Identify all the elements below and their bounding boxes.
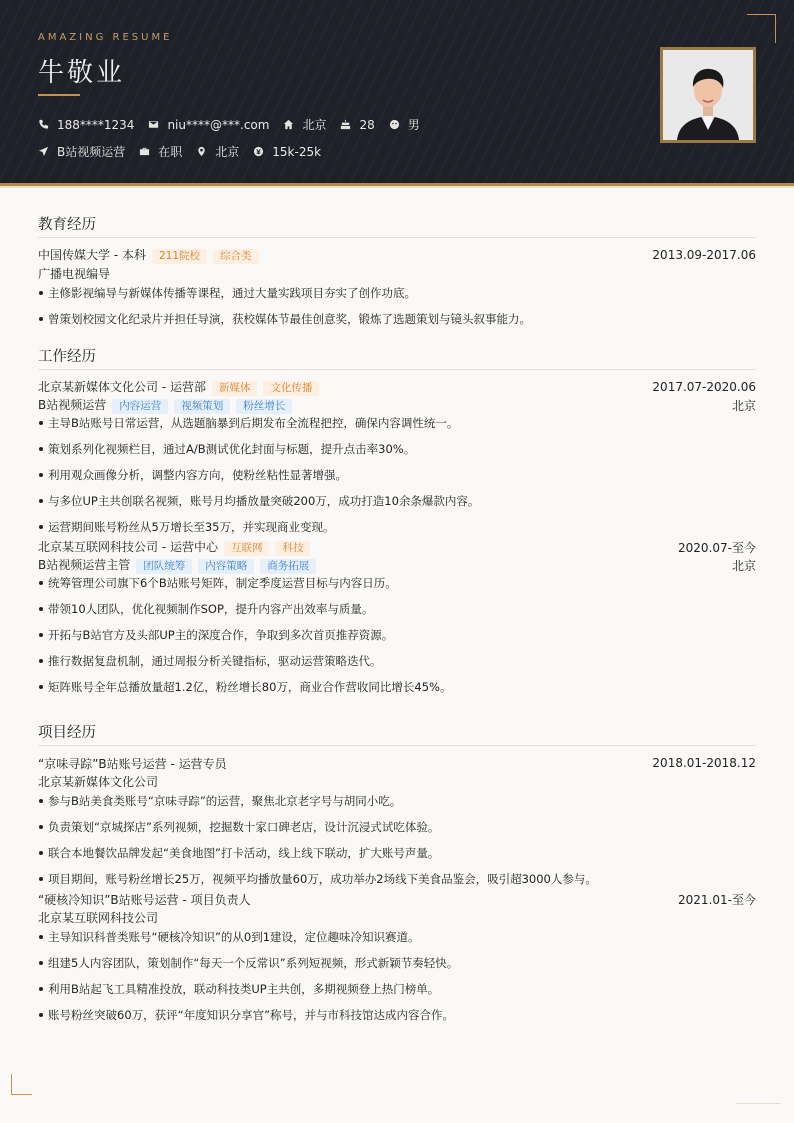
project-org: 北京某新媒体文化公司 [38,774,159,789]
entry-subheader [38,556,756,574]
entry-date: 2020.07-至今 [678,540,756,555]
project-org: 北京某互联网科技公司 [38,910,159,925]
job-intent-row [38,143,335,160]
company-line [38,378,319,396]
target-position-info [38,143,125,160]
bullet-item: 组建5人内容团队，策划制作“每天一个反常识”系列短视频，形式新颖节奏轻快。 [38,956,756,970]
bullet-item: 策划系列化视频栏目，通过A/B测试优化封面与标题，提升点击率30%。 [38,442,756,456]
phone-info [38,118,134,132]
entry-date: 2018.01-2018.12 [652,756,756,770]
bullet-item: 主导B站账号日常运营，从选题脑暴到后期发布全流程把控，确保内容调性统一。 [38,416,756,430]
company-tag: 互联网 [224,541,270,556]
person-face-icon [389,119,400,130]
entry-bullets [38,576,756,694]
education-entry [38,246,756,326]
role-tag: 商务拓展 [260,559,316,574]
phone-icon [38,119,49,130]
school-name: 中国传媒大学 - 本科 [38,248,146,262]
company-tag: 文化传播 [263,381,319,396]
role-tag: 团队统筹 [136,559,192,574]
cake-icon [340,119,351,130]
entry-subheader [38,908,756,926]
hometown-info [283,116,326,133]
email-info [148,118,269,132]
bullet-item: 带领10人团队，优化视频制作SOP，提升内容产出效率与质量。 [38,602,756,616]
entry-bullets [38,286,756,326]
section-title: 教育经历 [38,213,756,238]
section-title: 工作经历 [38,345,756,370]
company-line [38,538,310,556]
target-position-text: B站视频运营 [57,145,126,159]
school-line [38,246,259,264]
entry-city: 北京 [731,398,756,413]
contact-row [38,116,434,133]
role-tag: 视频策划 [174,399,230,414]
bullet-item: 联合本地餐饮品牌发起“美食地图”打卡活动，线上线下联动，扩大账号声量。 [38,846,756,860]
bullet-item: 运营期间账号粉丝从5万增长至35万，并实现商业变现。 [38,520,756,534]
bullet-item: 曾策划校园文化纪录片并担任导演，获校媒体节最佳创意奖，锻炼了选题策划与镜头叙事能力。 [38,312,756,326]
section-title: 项目经历 [38,721,756,746]
work-entry [38,538,756,694]
role-name: B站视频运营 [38,398,107,412]
bullet-item: 利用观众画像分析，调整内容方向，使粉丝粘性显著增强。 [38,468,756,482]
company-name: 北京某互联网科技公司 - 运营中心 [38,540,218,554]
age-text: 28 [359,117,375,132]
role-name: B站视频运营主管 [38,558,131,572]
target-city-text: 北京 [215,145,240,159]
portrait-image [663,50,753,140]
footer-line [736,1103,780,1104]
entry-bullets [38,416,756,534]
bullet-item: 项目期间，账号粉丝增长25万，视频平均播放量60万，成功举办2场线下美食品鉴会，吸引超3000人参与。 [38,872,756,886]
entry-header [38,246,756,264]
bullet-item: 参与B站美食类账号“京味寻踪”的运营，聚焦北京老字号与胡同小吃。 [38,794,756,808]
salary-text: 15k-25k [272,144,322,159]
gender-info [389,116,420,133]
entry-subheader [38,772,756,790]
target-city-info [196,143,239,160]
major: 广播电视编导 [38,266,111,281]
money-icon [253,146,264,157]
bullet-item: 主导知识科普类账号“硬核冷知识”的从0到1建设，定位趣味冷知识赛道。 [38,930,756,944]
entry-bullets [38,930,756,1022]
mail-icon [148,119,159,130]
entry-date: 2013.09-2017.06 [652,248,756,262]
projects-section [38,721,756,1034]
bullet-item: 开拓与B站官方及头部UP主的深度合作，争取到多次首页推荐资源。 [38,628,756,642]
bullet-item: 主修影视编导与新媒体传播等课程，通过大量实践项目夯实了创作功底。 [38,286,756,300]
company-tag: 新媒体 [212,381,258,396]
hometown-text: 北京 [302,118,327,132]
school-tag: 综合类 [213,249,259,264]
name-underline [38,94,80,96]
work-entry [38,378,756,534]
role-tag: 粉丝增长 [236,399,292,414]
school-tag: 211院校 [152,249,207,264]
entry-date: 2017.07-2020.06 [652,380,756,394]
email-text: niu****@***.com [167,117,270,132]
age-info [340,118,374,132]
bullet-item: 统筹管理公司旗下6个B站账号矩阵，制定季度运营目标与内容日历。 [38,576,756,590]
bullet-item: 账号粉丝突破60万，获评“年度知识分享官”称号，并与市科技馆达成内容合作。 [38,1008,756,1022]
location-pin-icon [196,146,207,157]
education-section [38,213,756,338]
profile-photo [660,47,756,143]
entry-header [38,754,756,772]
bullet-item: 矩阵账号全年总播放量超1.2亿，粉丝增长80万，商业合作营收同比增长45%。 [38,680,756,694]
role-tag: 内容策略 [198,559,254,574]
role-line [38,556,316,574]
role-tag: 内容运营 [112,399,168,414]
project-entry [38,754,756,886]
status-text: 在职 [158,145,183,159]
bullet-item: 与多位UP主共创联名视频，账号月均播放量突破200万，成功打造10余条爆款内容。 [38,494,756,508]
entry-date: 2021.01-至今 [678,892,756,907]
bullet-item: 推行数据复盘机制，通过周报分析关键指标，驱动运营策略迭代。 [38,654,756,668]
status-info [139,143,182,160]
entry-city: 北京 [731,558,756,573]
resume-tagline: AMAZING RESUME [38,32,173,43]
home-icon [283,119,294,130]
entry-header [38,890,756,908]
work-section [38,345,756,706]
entry-bullets [38,794,756,886]
gender-text: 男 [407,118,420,132]
briefcase-icon [139,146,150,157]
send-icon [38,146,49,157]
project-name: “硬核冷知识”B站账号运营 - 项目负责人 [38,892,251,907]
bullet-item: 利用B站起飞工具精准投放，联动科技类UP主共创，多期视频登上热门榜单。 [38,982,756,996]
entry-header [38,378,756,396]
corner-decoration [747,14,776,43]
corner-decoration [11,1074,32,1095]
project-entry [38,890,756,1022]
phone-text: 188****1234 [57,117,135,132]
role-line [38,396,292,414]
entry-subheader [38,396,756,414]
entry-subheader [38,264,756,282]
resume-header [0,0,794,187]
salary-info [253,145,321,159]
candidate-name: 牛敬业 [38,58,126,88]
company-tag: 科技 [275,541,310,556]
project-name: “京味寻踪”B站账号运营 - 运营专员 [38,756,227,771]
company-name: 北京某新媒体文化公司 - 运营部 [38,380,206,394]
entry-header [38,538,756,556]
header-divider [0,186,794,188]
bullet-item: 负责策划“京城探店”系列视频，挖掘数十家口碑老店，设计沉浸式试吃体验。 [38,820,756,834]
